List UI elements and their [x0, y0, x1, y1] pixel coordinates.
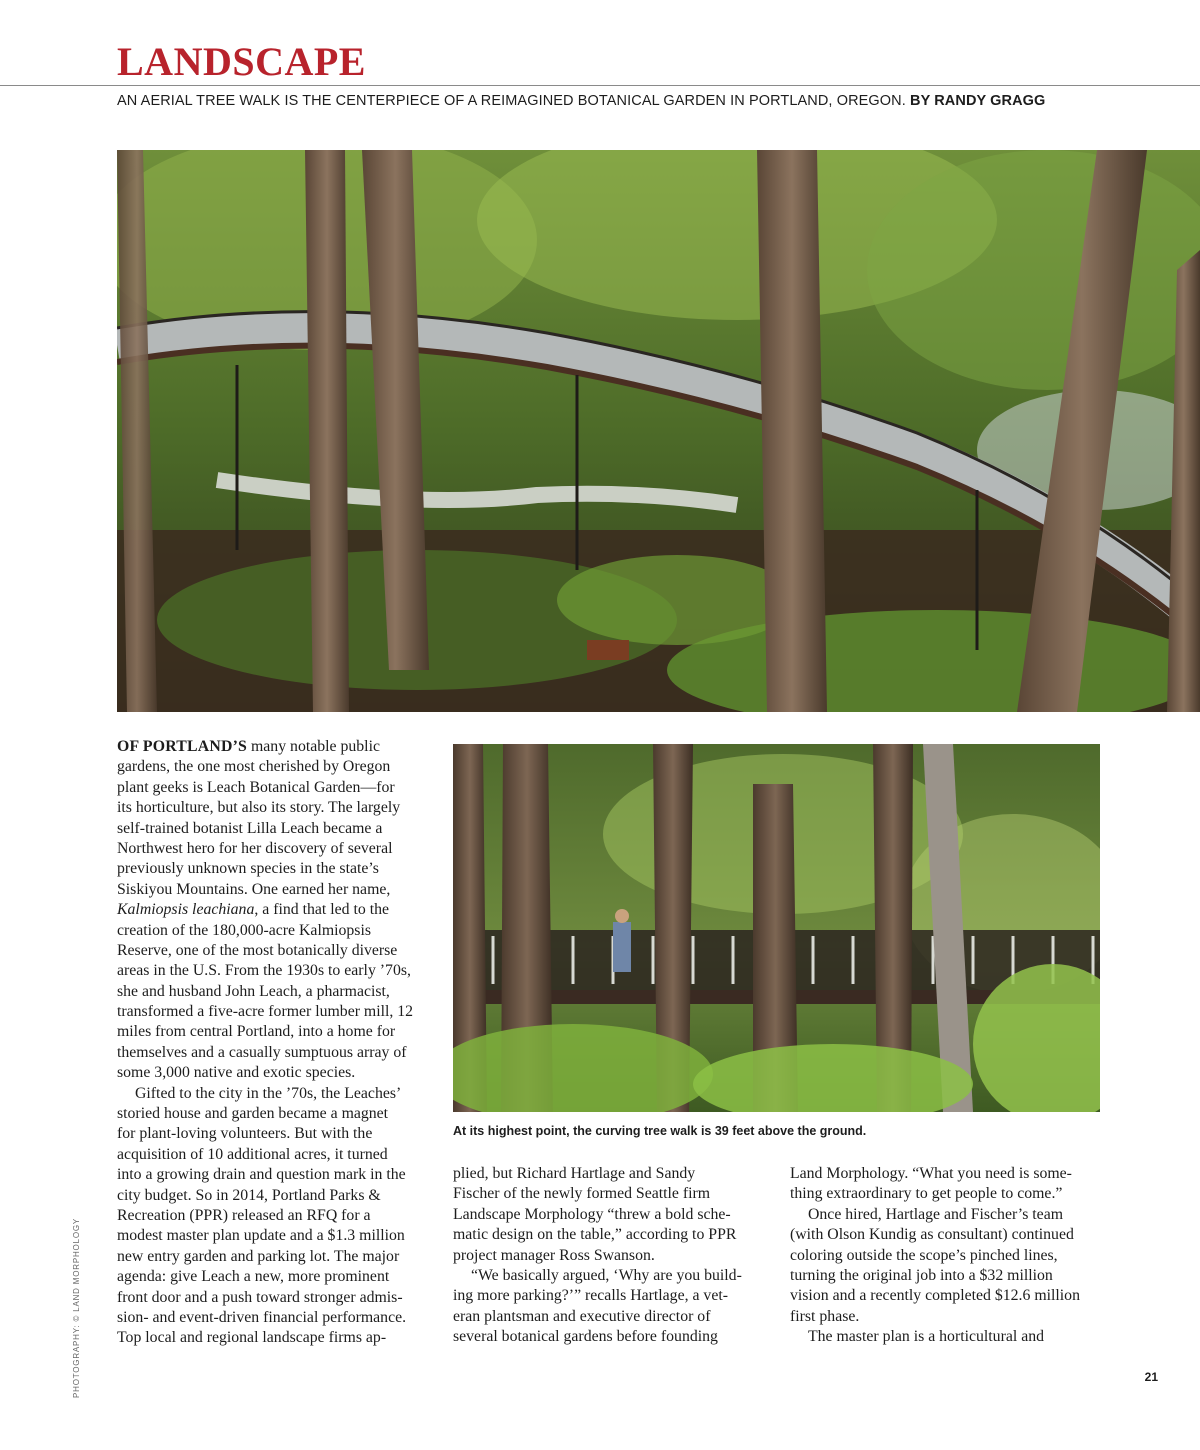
text-line: first phase.	[790, 1307, 860, 1325]
text-line: she and husband John Leach, a pharmacist,	[117, 982, 390, 1000]
text-line: Gifted to the city in the ’70s, the Leaches’	[135, 1084, 402, 1102]
text-line: Northwest hero for her discovery of several	[117, 839, 393, 857]
text-line: its horticulture, but also its story. The largely	[117, 799, 401, 817]
text-line: Fischer of the newly formed Seattle firm	[453, 1185, 711, 1203]
text-line: Recreation (PPR) released an RFQ for a	[117, 1206, 371, 1224]
text-line: “We basically argued, ‘Why are you build-	[471, 1266, 742, 1284]
text-line: (with Olson Kundig as consultant) continued	[790, 1226, 1074, 1244]
text-line: gardens, the one most cherished by Oregon	[117, 758, 391, 776]
text-line: transformed a five-acre former lumber mill, 12	[117, 1003, 414, 1021]
text-line: Siskiyou Mountains. One earned her name,	[117, 880, 391, 898]
header-rule	[0, 85, 1200, 86]
text-line	[117, 900, 432, 920]
article-column-1	[117, 737, 432, 1349]
text-line: agenda: give Leach a new, more prominent	[117, 1268, 390, 1286]
text-line: into a growing drain and question mark in the	[117, 1166, 406, 1184]
text-line: Reserve, one of the most botanically diverse	[117, 941, 398, 959]
article-column-3	[790, 1164, 1100, 1348]
text-line: acquisition of 10 additional acres, it turned	[117, 1145, 388, 1163]
text-line: eran plantsman and executive director of	[453, 1307, 711, 1325]
article-column-2	[453, 1164, 763, 1348]
text-line: storied house and garden became a magnet	[117, 1105, 389, 1123]
page-number: 21	[1144, 1370, 1158, 1384]
text-line: front door and a push toward stronger admis-	[117, 1288, 403, 1306]
text-line: Land Morphology. “What you need is some-	[790, 1165, 1072, 1182]
text-fragment: , a find that led to the	[254, 901, 390, 919]
text-line	[117, 737, 432, 757]
text-line: ing more parking?’” recalls Hartlage, a vet-	[453, 1287, 728, 1305]
text-line: The master plan is a horticultural and	[808, 1328, 1044, 1346]
text-line: matic design on the table,” according to PPR	[453, 1226, 737, 1244]
text-line: areas in the U.S. From the 1930s to early ’70s,	[117, 962, 411, 980]
text-line: new entry garden and parking lot. The major	[117, 1247, 400, 1265]
text-line: plant geeks is Leach Botanical Garden—for	[117, 778, 395, 796]
text-line: previously unknown species in the state’s	[117, 860, 379, 878]
dek	[117, 91, 1045, 111]
text-line: modest master plan update and a $1.3 million	[117, 1227, 405, 1245]
photo-tree-walk-bridge	[453, 744, 1100, 1112]
text-line: Top local and regional landscape firms ap-	[117, 1329, 387, 1347]
text-line: themselves and a casually sumptuous array of	[117, 1043, 407, 1061]
text-fragment: many notable public	[247, 738, 380, 755]
photo-caption: At its highest point, the curving tree walk is 39 feet above the ground.	[453, 1124, 867, 1138]
photo-tree-walk-aerial	[117, 150, 1200, 712]
text-line: miles from central Portland, into a home for	[117, 1023, 396, 1041]
text-line: some 3,000 native and exotic species.	[117, 1064, 356, 1082]
text-line: plied, but Richard Hartlage and Sandy	[453, 1165, 696, 1182]
text-line: sion- and event-driven financial performance.	[117, 1308, 407, 1326]
text-line: city budget. So in 2014, Portland Parks &	[117, 1186, 381, 1204]
text-line: coloring outside the scope’s pinched lines,	[790, 1246, 1058, 1264]
byline: BY RANDY GRAGG	[910, 93, 1046, 109]
text-line: vision and a recently completed $12.6 million	[790, 1287, 1080, 1305]
text-line: for plant-loving volunteers. But with the	[117, 1125, 373, 1143]
photo-credit: PHOTOGRAPHY: © LAND MORPHOLOGY	[72, 1218, 81, 1398]
text-line: thing extraordinary to get people to come.”	[790, 1185, 1063, 1203]
section-title: LANDSCAPE	[117, 39, 366, 84]
text-line: turning the original job into a $32 million	[790, 1266, 1053, 1284]
dek-text: AN AERIAL TREE WALK IS THE CENTERPIECE OF A REIMAGINED BOTANICAL GARDEN IN PORTLAND, OREGON.	[117, 93, 906, 109]
text-line: self-trained botanist Lilla Leach became a	[117, 819, 383, 837]
text-line: several botanical gardens before founding	[453, 1328, 718, 1346]
text-line: project manager Ross Swanson.	[453, 1246, 655, 1264]
lead-in: OF PORTLAND’S	[117, 738, 248, 755]
text-line: creation of the 180,000-acre Kalmiopsis	[117, 921, 371, 939]
species-name: Kalmiopsis leachiana	[117, 901, 255, 919]
text-line: Once hired, Hartlage and Fischer’s team	[808, 1205, 1063, 1223]
text-line: Landscape Morphology “threw a bold sche-	[453, 1205, 731, 1223]
